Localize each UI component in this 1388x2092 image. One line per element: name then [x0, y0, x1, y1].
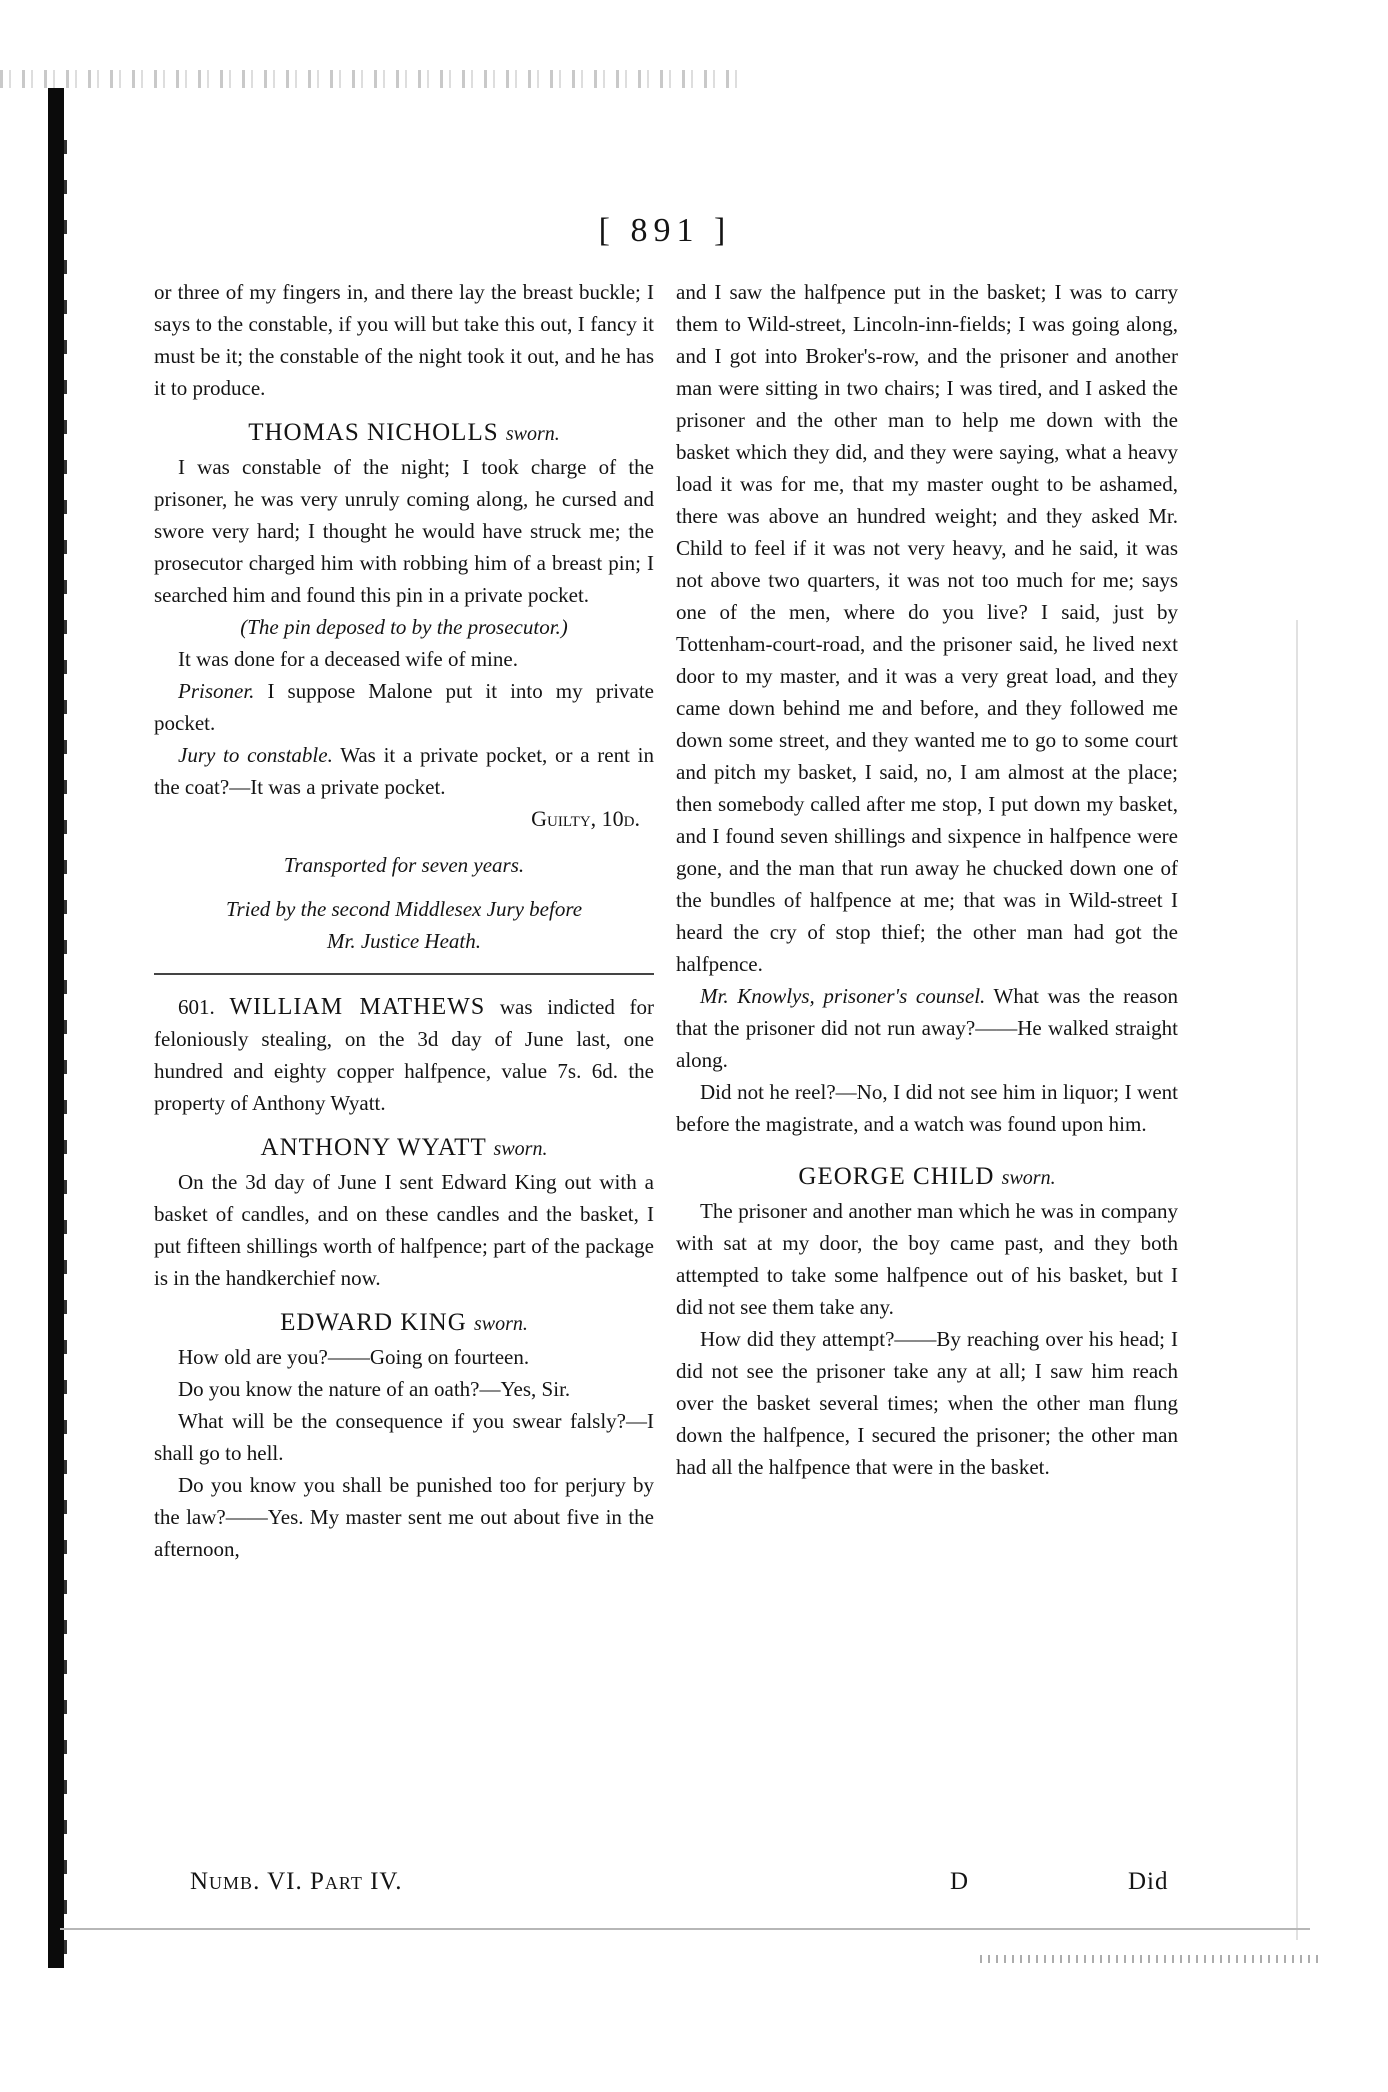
witness-name: GEORGE CHILD — [798, 1163, 995, 1190]
witness-name: ANTHONY WYATT — [260, 1134, 487, 1161]
left-paragraph-4: It was done for a deceased wife of mine. — [178, 647, 518, 671]
right-column — [676, 276, 1178, 1483]
witness-name: THOMAS NICHOLLS — [248, 419, 499, 446]
speech-text: Was it a private pocket, or a rent in the coat?—It was a private pocket. — [154, 743, 654, 799]
scan-noise-bottom — [980, 1955, 1320, 1963]
left-paragraph-8: How old are you?——Going on fourteen. — [178, 1345, 530, 1369]
right-paragraph-1: and I saw the halfpence put in the basket; I was to carry them to Wild-street, Lincoln-inn-fields; I was going along, and I got into Broker's-row, and the prisoner and another man were sitting in two chairs; I was tired, and I asked the prisoner and the other man to help me down with the basket which they did, and they were saying, what a heavy load it was for me, that my master ought to be ashamed, there was above an hundred weight; and they asked Mr. Child to feel if it was not very heavy, and he said, it was not above two quarters, it was not too much for me; says one of the men, where do you live? I said, just by Tottenham-court-road, and the prisoner said, he lived next door to my master, and it was a very great load, and they came down behind me and before, and they followed me down some street, and they wanted me to go to some court and pitch my basket, I said, no, I am almost at the place; then somebody called after me stop, I put down my basket, and I found seven shillings and sixpence in halfpence were gone, and the man that run away he chucked down one of the bundles of halfpence at me; that was in Wild-street I heard the cry of stop thief; the other man had got the halfpence. — [676, 280, 1178, 976]
speech-text: I suppose Malone put it into my private pocket. — [154, 679, 655, 735]
left-paragraph-1: or three of my fingers in, and there lay the breast buckle; I says to the constable, if you will but take this out, I fancy it must be it; the constable of the night took it out, and he has it to produce. — [154, 280, 654, 400]
left-paragraph-6 — [154, 739, 654, 803]
witness-heading-anthony-wyatt — [154, 1131, 654, 1166]
scan-edge-shadow — [48, 88, 64, 1968]
sentence: Transported for seven years. — [283, 853, 525, 877]
section-rule — [154, 973, 654, 975]
sworn-label: sworn. — [505, 423, 560, 445]
scan-noise-top — [0, 70, 740, 88]
indictment-text: was indicted for feloniously stealing, on the 3d day of June last, one hundred and eighty copper halfpence, value 7s. 6d. the property of Anthony Wyatt. — [154, 995, 655, 1115]
witness-heading-george-child — [676, 1160, 1178, 1195]
page-number: [ 891 ] — [598, 212, 732, 249]
right-paragraph-4: The prisoner and another man which he was in company with sat at my door, the boy came past, and they both attempted to take some halfpence out of his basket, but I did not see them take any. — [676, 1199, 1178, 1319]
sworn-label: sworn. — [493, 1138, 548, 1160]
scan-edge-marks — [64, 140, 67, 1960]
jury-line-1: Tried by the second Middlesex Jury before — [225, 897, 583, 921]
catchword: Did — [1128, 1868, 1169, 1895]
witness-heading-thomas-nicholls — [154, 416, 654, 451]
indictment-paragraph — [154, 991, 654, 1119]
left-column — [154, 276, 654, 1565]
left-paragraph-7: On the 3d day of June I sent Edward King out with a basket of candles, and on these candles and the basket, I put fifteen shillings worth of halfpence; part of the package is in the handkerchief now. — [154, 1170, 654, 1290]
sworn-label: sworn. — [1001, 1167, 1056, 1189]
defendant-name: WILLIAM MATHEWS — [229, 994, 486, 1020]
right-paragraph-3: Did not he reel?—No, I did not see him in liquor; I went before the magistrate, and a watch was found upon him. — [676, 1080, 1178, 1136]
speaker-label: Mr. Knowlys, prisoner's counsel. — [700, 984, 986, 1008]
signature-mark: D — [950, 1868, 970, 1895]
speaker-label: Prisoner. — [178, 679, 255, 703]
left-paragraph-5 — [154, 675, 654, 739]
scan-bottom-rule — [60, 1928, 1310, 1930]
scan-edge-right — [1296, 620, 1298, 1940]
issue-catchline: Numb. VI. Part IV. — [190, 1868, 403, 1895]
left-paragraph-9: Do you know the nature of an oath?—Yes, Sir. — [178, 1377, 571, 1401]
sworn-label: sworn. — [474, 1313, 528, 1335]
verdict: Guilty, 10d. — [531, 806, 640, 831]
speaker-label: Jury to constable. — [178, 743, 333, 767]
jury-line-2: Mr. Justice Heath. — [327, 929, 481, 953]
stage-note: (The pin deposed to by the prosecutor.) — [240, 615, 568, 639]
left-paragraph-2: I was constable of the night; I took charge of the prisoner, he was very unruly coming along, he cursed and swore very hard; I thought he would have struck me; the prosecutor charged him with robbing him of a breast pin; I searched him and found this pin in a private pocket. — [154, 455, 654, 607]
speech-text: What was the reason that the prisoner did not run away?——He walked straight along. — [676, 984, 1178, 1072]
right-paragraph-2 — [676, 980, 1178, 1076]
witness-heading-edward-king — [154, 1306, 654, 1341]
witness-name: EDWARD KING — [280, 1309, 467, 1336]
right-paragraph-5: How did they attempt?——By reaching over his head; I did not see the prisoner take any at all; I saw him reach over the basket several times; when the other man flung down the halfpence, I secured the prisoner; the other man had all the halfpence that were in the basket. — [676, 1327, 1178, 1479]
left-paragraph-10: What will be the consequence if you swear falsly?—I shall go to hell. — [154, 1409, 654, 1465]
left-paragraph-11: Do you know you shall be punished too for perjury by the law?——Yes. My master sent me out about five in the afternoon, — [154, 1473, 654, 1561]
case-number: 601. — [178, 995, 215, 1019]
